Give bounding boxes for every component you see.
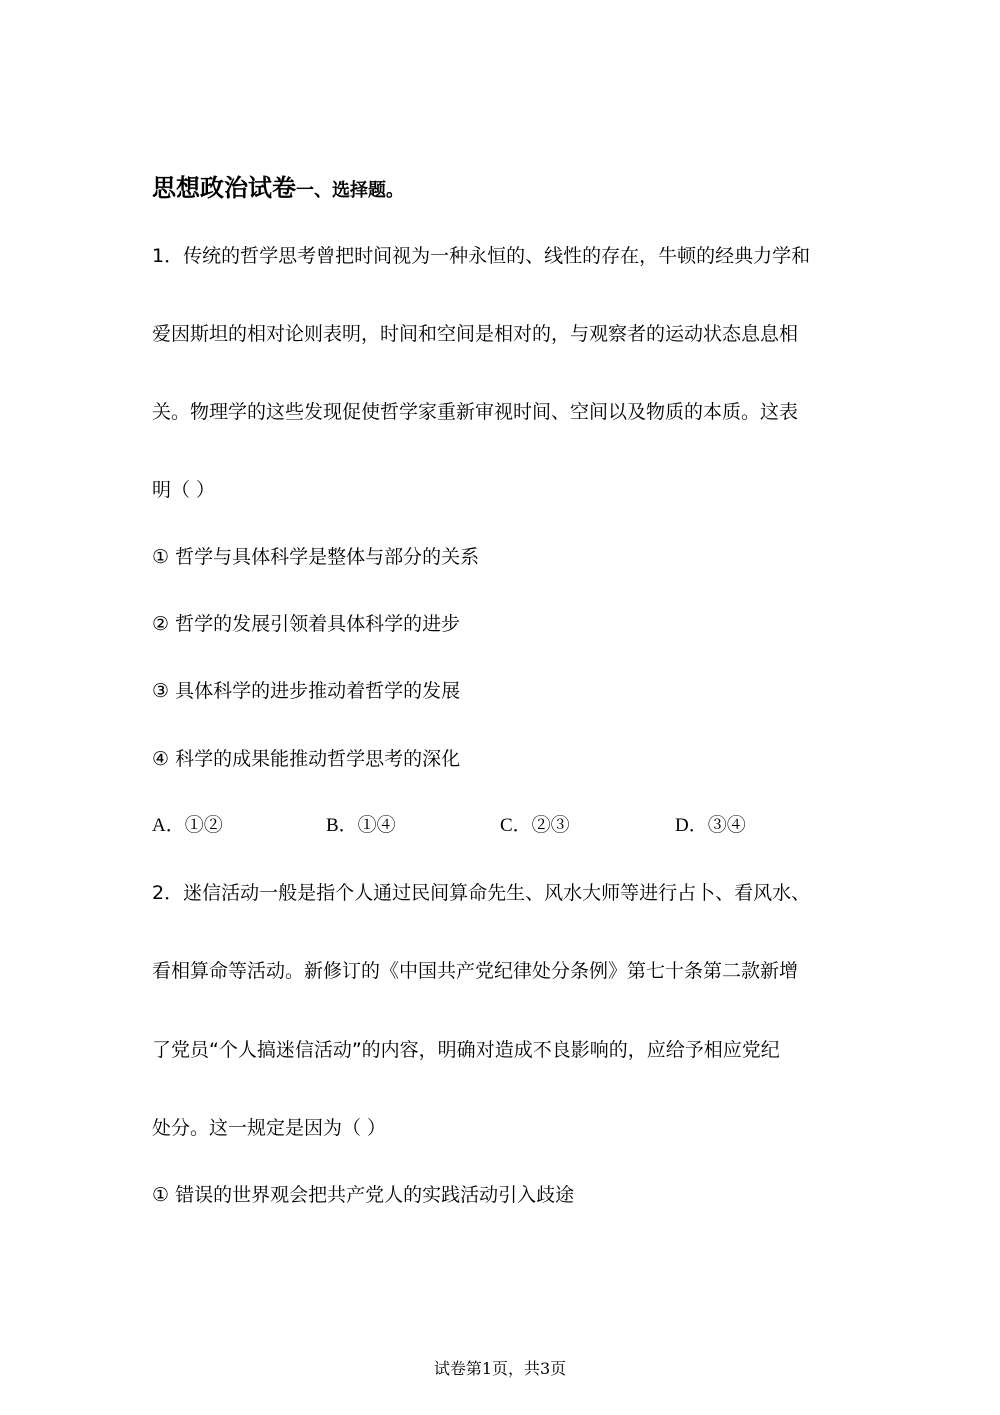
question-1-statement-2: ② 哲学的发展引领着具体科学的进步: [152, 613, 461, 635]
question-1-choice-a: A．①②: [152, 815, 223, 836]
exam-heading: [152, 168, 404, 203]
question-1-statement-1: ① 哲学与具体科学是整体与部分的关系: [152, 546, 480, 568]
question-2-stem-line-4: 处分。这一规定是因为（ ）: [152, 1117, 387, 1139]
question-1-statement-4: ④ 科学的成果能推动哲学思考的深化: [152, 748, 461, 770]
section-heading: 一、选择题。: [296, 180, 404, 201]
question-2-stem-line-3: 了党员“个人搞迷信活动”的内容，明确对造成不良影响的，应给予相应党纪: [152, 1039, 780, 1061]
question-1-statement-3: ③ 具体科学的进步推动着哲学的发展: [152, 680, 461, 702]
page-footer: 试卷第1页，共3页: [433, 1359, 567, 1378]
question-2-statement-1: ① 错误的世界观会把共产党人的实践活动引入歧途: [152, 1184, 575, 1206]
question-1-stem-line-3: 关。物理学的这些发现促使哲学家重新审视时间、空间以及物质的本质。这表: [152, 401, 799, 423]
question-2-stem-line-1: 2．迷信活动一般是指个人通过民间算命先生、风水大师等进行占卜、看风水、: [152, 882, 811, 904]
question-1-stem-line-4: 明（ ）: [152, 479, 216, 501]
question-1-choice-d: D．③④: [675, 815, 746, 836]
question-1-choice-c: C．②③: [500, 815, 570, 836]
question-2-stem-line-2: 看相算命等活动。新修订的《中国共产党纪律处分条例》第七十条第二款新增: [152, 960, 799, 982]
question-1-choice-b: B．①④: [326, 815, 396, 836]
question-1-stem-line-1: 1．传统的哲学思考曾把时间视为一种永恒的、线性的存在，牛顿的经典力学和: [152, 245, 811, 267]
question-1-stem-line-2: 爱因斯坦的相对论则表明，时间和空间是相对的，与观察者的运动状态息息相: [152, 323, 799, 345]
exam-title: 思想政治试卷: [152, 174, 296, 202]
